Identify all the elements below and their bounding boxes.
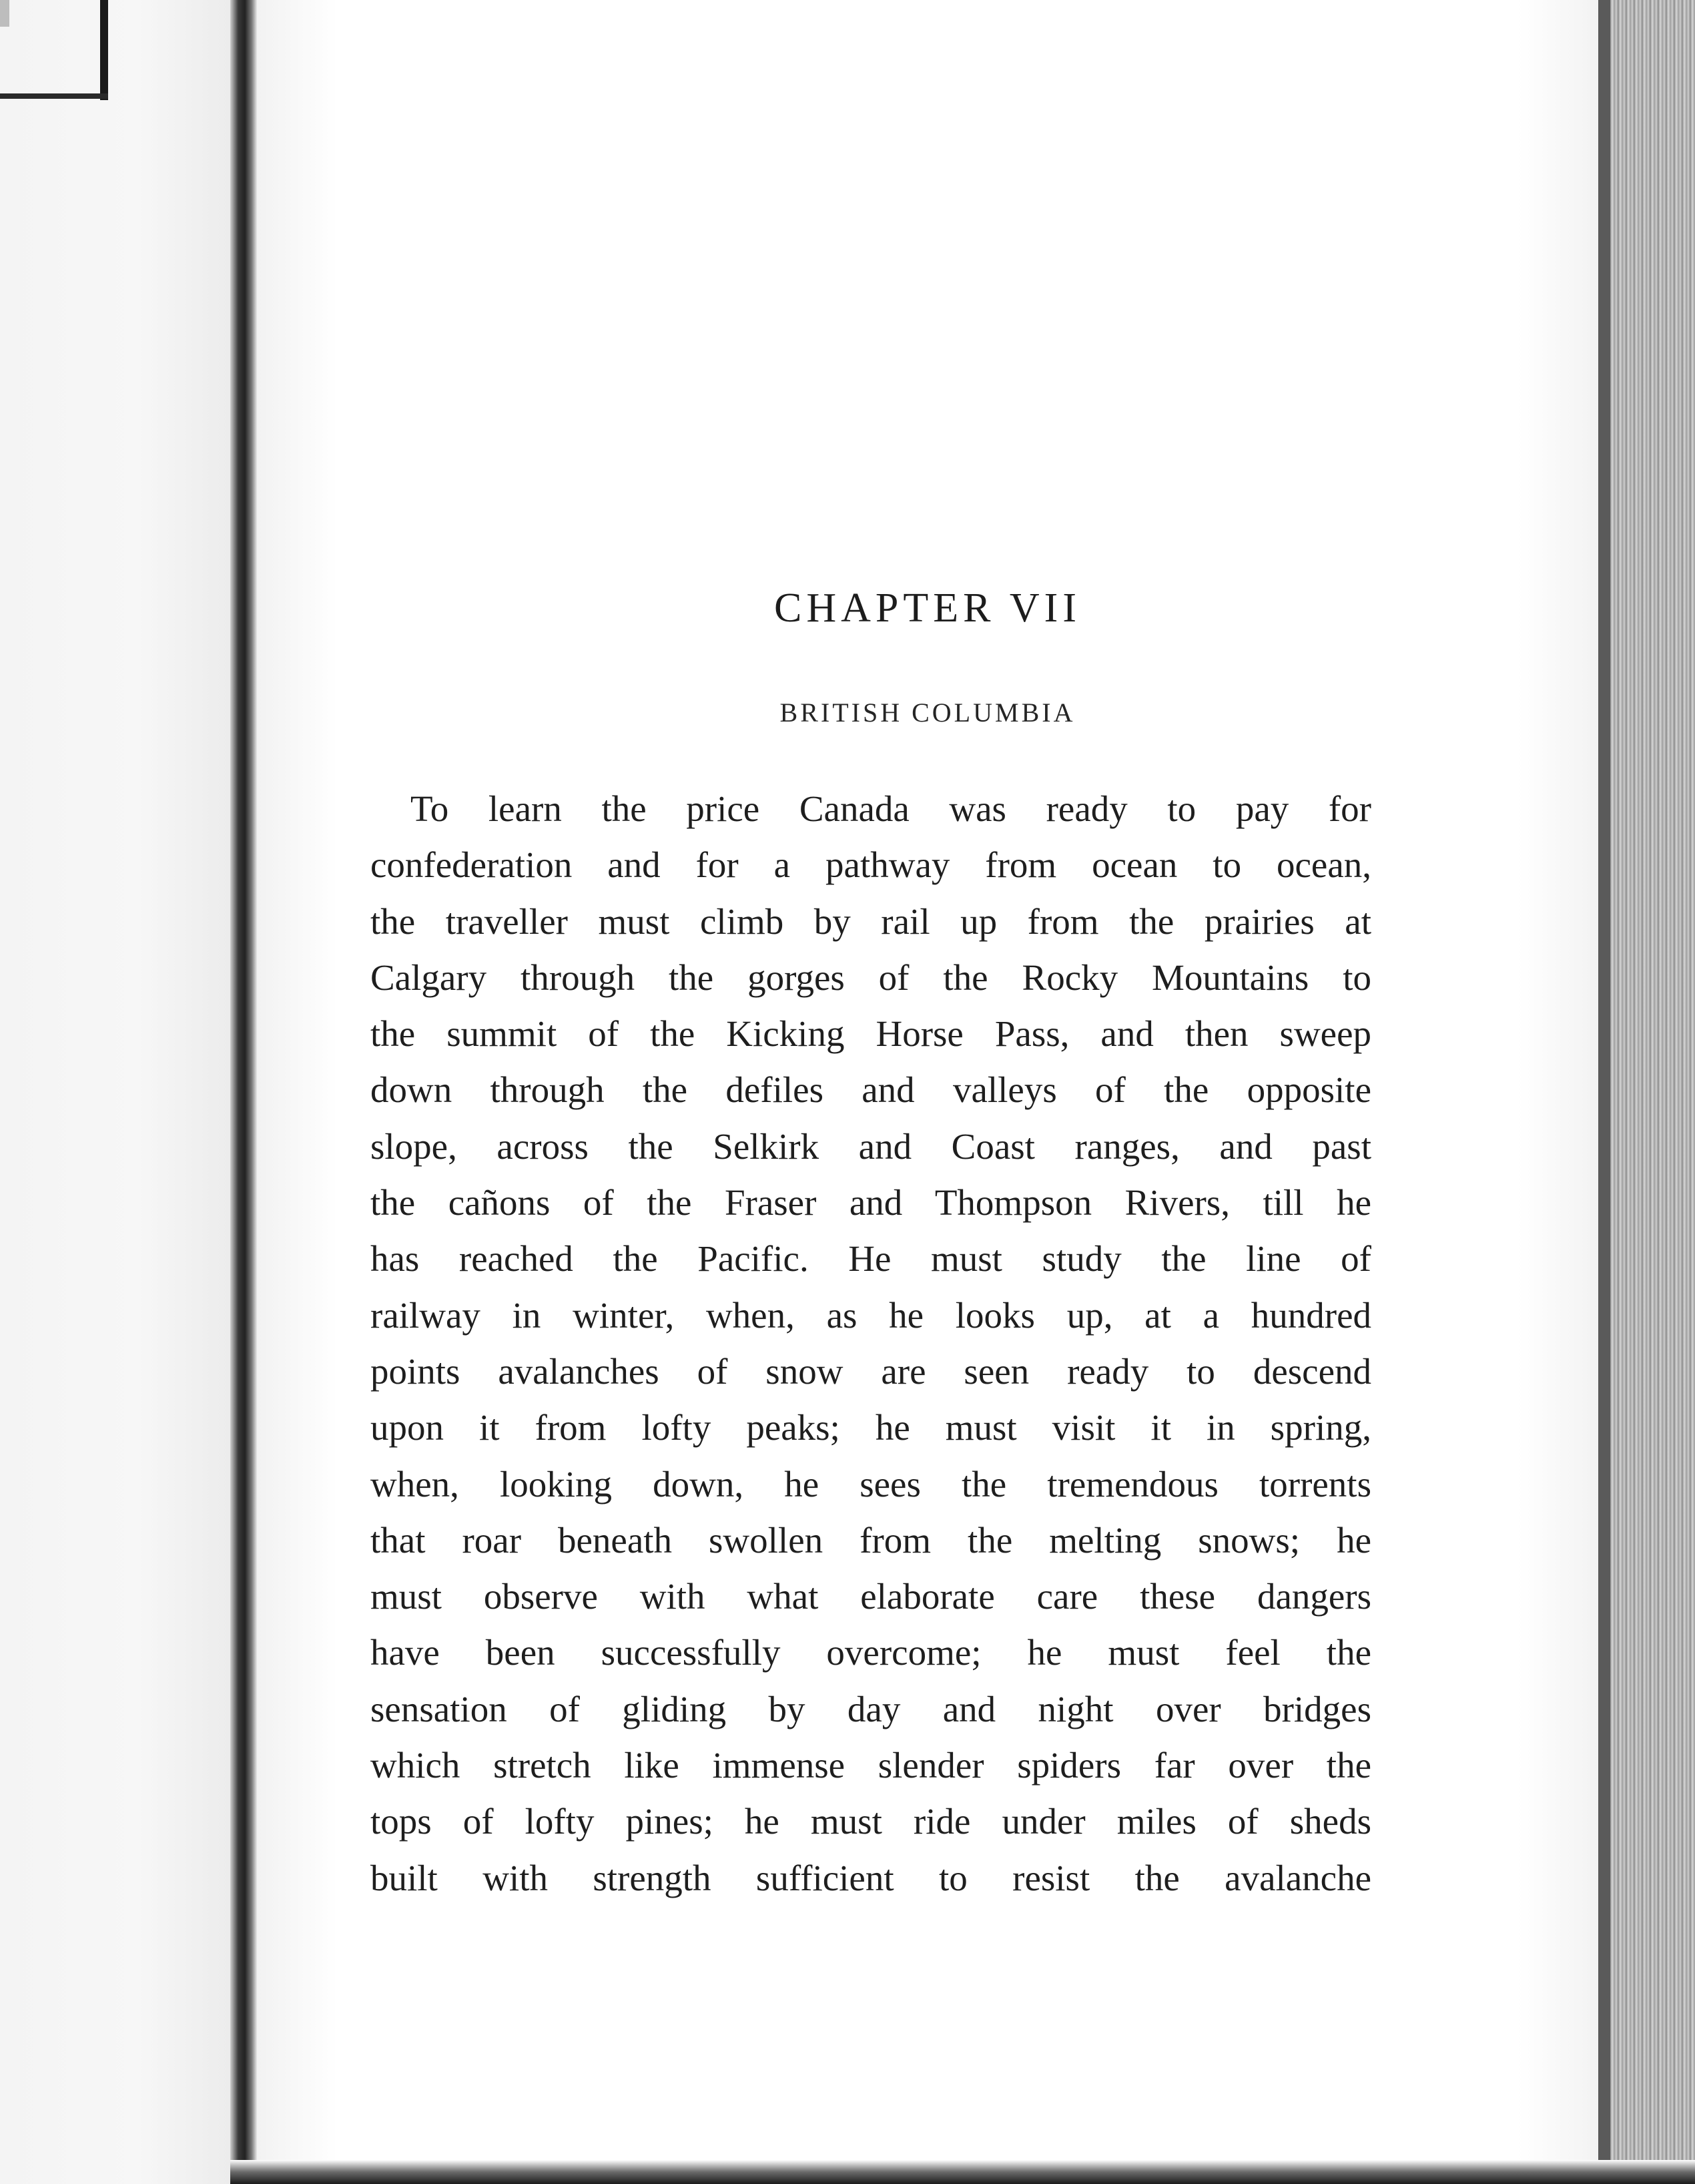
body-line: when, looking down, he sees the tremendous torrents <box>370 1463 1371 1505</box>
left-page-bracket-vertical <box>100 0 108 100</box>
body-line: slope, across the Selkirk and Coast ranges, and past <box>370 1125 1371 1167</box>
left-facing-page <box>0 0 230 2184</box>
body-line: have been successfully overcome; he must feel the <box>370 1632 1371 1673</box>
body-line: down through the defiles and valleys of the opposite <box>370 1069 1371 1111</box>
chapter-subtitle: BRITISH COLUMBIA <box>779 698 1076 728</box>
body-line: has reached the Pacific. He must study the line of <box>370 1238 1371 1280</box>
body-line: built with strength sufficient to resist the avalanche <box>370 1857 1371 1898</box>
body-line: tops of lofty pines; he must ride under miles of sheds <box>370 1801 1371 1842</box>
body-line: sensation of gliding by day and night over bridges <box>370 1688 1371 1729</box>
left-page-bracket-horizontal <box>0 93 108 99</box>
page-stack-edge <box>1598 0 1695 2184</box>
body-line: the traveller must climb by rail up from the prairies at <box>370 900 1371 942</box>
body-line: the cañons of the Fraser and Thompson Rivers, till he <box>370 1182 1371 1223</box>
body-line: Calgary through the gorges of the Rocky Mountains to <box>370 957 1371 998</box>
left-page-mark <box>0 0 9 27</box>
chapter-title: CHAPTER VII <box>774 585 1081 631</box>
body-line: confederation and for a pathway from ocean to ocean, <box>370 844 1371 886</box>
body-line: railway in winter, when, as he looks up, at a hundred <box>370 1294 1371 1336</box>
body-line: To learn the price Canada was ready to pay for <box>410 788 1371 829</box>
body-line: must observe with what elaborate care these dangers <box>370 1576 1371 1617</box>
body-line: upon it from lofty peaks; he must visit it in spring, <box>370 1407 1371 1448</box>
bottom-edge-shadow <box>230 2160 1695 2184</box>
binding-gutter <box>230 0 257 2184</box>
body-line: which stretch like immense slender spiders far over the <box>370 1745 1371 1786</box>
body-line: that roar beneath swollen from the melting snows; he <box>370 1519 1371 1561</box>
body-line: the summit of the Kicking Horse Pass, and then sweep <box>370 1013 1371 1055</box>
body-paragraph <box>370 781 1371 1906</box>
page-stack-shadow <box>1598 0 1610 2184</box>
body-line: points avalanches of snow are seen ready to descend <box>370 1350 1371 1392</box>
